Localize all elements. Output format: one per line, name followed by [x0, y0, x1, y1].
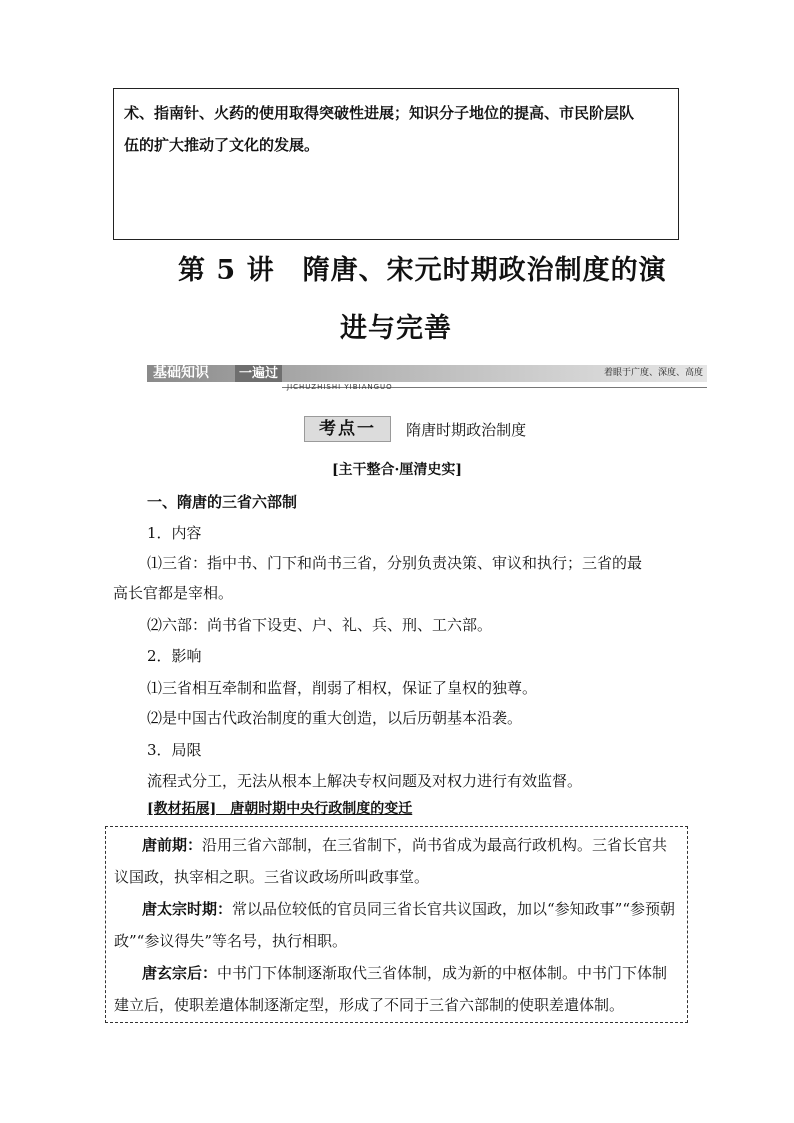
- heading-system: 一、隋唐的三省六部制: [147, 493, 298, 511]
- para-three-depts-b: 高长官都是宰相。: [113, 584, 234, 602]
- extension-item: 唐玄宗后：中书门下体制逐渐取代三省体制，成为新的中枢体制。中书门下体制建立后，使职差遣体制逐渐定型，形成了不同于三省六部制的使职差遣体制。: [114, 964, 668, 1014]
- para-six-ministries: ⑵六部：尚书省下设吏、户、礼、兵、刑、工六部。: [147, 616, 493, 634]
- para-three-depts-a: ⑴三省：指中书、门下和尚书三省，分别负责决策、审议和执行；三省的最: [147, 554, 643, 572]
- section-subtitle: [主干整合·厘清史实]: [331, 462, 463, 478]
- heading-impact: 2．影响: [147, 647, 202, 665]
- key-point-name: 隋唐时期政治制度: [406, 420, 527, 439]
- heading-content: 1．内容: [147, 524, 202, 542]
- section-banner: [147, 365, 707, 391]
- banner-tag: 着眼于广度、深度、高度: [603, 368, 703, 378]
- heading-limits: 3．局限: [147, 741, 202, 759]
- summary-line-2: 伍的扩大推动了文化的发展。: [124, 136, 320, 154]
- banner-label-2: 一遍过: [235, 365, 282, 382]
- extension-title: [教材拓展] 唐朝时期中央行政制度的变迁: [147, 801, 413, 817]
- banner-label: 基础知识: [153, 365, 209, 381]
- extension-box: [105, 826, 688, 1023]
- lecture-title-line-2: 进与完善: [340, 313, 452, 344]
- banner-pinyin: JICHUZHISHI YIBIANGUO: [287, 383, 393, 391]
- continued-summary-box: [113, 88, 679, 240]
- para-limits: 流程式分工，无法从根本上解决专权问题及对权力进行有效监督。: [147, 772, 583, 790]
- extension-item: 唐太宗时期：常以品位较低的官员同三省长官共议国政，加以“参知政事”“参预朝政”“参议得失”等名号，执行相职。: [114, 900, 676, 950]
- para-impact-2: ⑵是中国古代政治制度的重大创造，以后历朝基本沿袭。: [147, 709, 523, 727]
- para-impact-1: ⑴三省相互牵制和监督，削弱了相权，保证了皇权的独尊。: [147, 679, 538, 697]
- extension-item: 唐前期：沿用三省六部制，在三省制下，尚书省成为最高行政机构。三省长官共议国政，执宰相之职。三省议政场所叫政事堂。: [114, 836, 668, 886]
- summary-line-1: 术、指南针、火药的使用取得突破性进展；知识分子地位的提高、市民阶层队: [124, 104, 635, 122]
- key-point-header: [304, 416, 526, 442]
- lecture-title-line-1: 第 5 讲 隋唐、宋元时期政治制度的演: [178, 255, 667, 286]
- key-point-badge: 考点一: [304, 416, 391, 442]
